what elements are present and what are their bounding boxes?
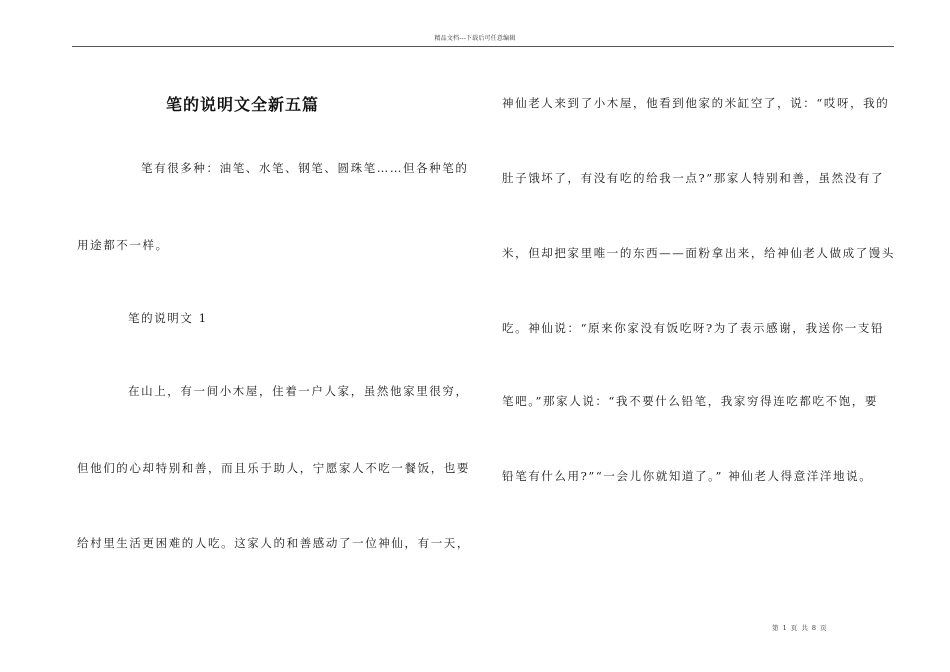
document-title: 笔的说明文全新五篇 bbox=[166, 95, 320, 114]
paragraph-line: 铅笔有什么用?”“一会儿你就知道了。” 神仙老人得意洋洋地说。 bbox=[502, 469, 873, 483]
paragraph-line: 米，但却把家里唯一的东西——面粉拿出来，给神仙老人做成了馒头 bbox=[502, 246, 895, 260]
paragraph-line: 笔的说明文 1 bbox=[128, 311, 208, 325]
page-footer: 第 1 页 共 8 页 bbox=[772, 624, 828, 632]
paragraph-line: 但他们的心却特别和善，而且乐于助人，宁愿家人不吃一餐饭，也要 bbox=[77, 461, 470, 475]
paragraph-line: 吃。神仙说：“原来你家没有饭吃呀?为了表示感谢，我送你一支铅 bbox=[502, 321, 885, 335]
paragraph-line: 肚子饿坏了，有没有吃的给我一点?”那家人特别和善，虽然没有了 bbox=[502, 171, 885, 185]
header-note: 精品文档---下载后可任意编辑 bbox=[434, 35, 516, 42]
paragraph-line: 给村里生活更困难的人吃。这家人的和善感动了一位神仙，有一天， bbox=[77, 536, 470, 550]
paragraph-line: 笔有很多种：油笔、水笔、钢笔、圆珠笔……但各种笔的 bbox=[141, 161, 469, 175]
header-divider bbox=[72, 46, 894, 47]
paragraph-line: 笔吧。”那家人说：“我不要什么铅笔，我家穷得连吃都吃不饱，要 bbox=[502, 394, 879, 408]
paragraph-line: 在山上，有一间小木屋，住着一户人家，虽然他家里很穷， bbox=[128, 384, 469, 398]
paragraph-line: 用途都不一样。 bbox=[77, 238, 169, 252]
paragraph-line: 神仙老人来到了小木屋，他看到他家的米缸空了，说：“哎呀，我的 bbox=[502, 96, 890, 110]
